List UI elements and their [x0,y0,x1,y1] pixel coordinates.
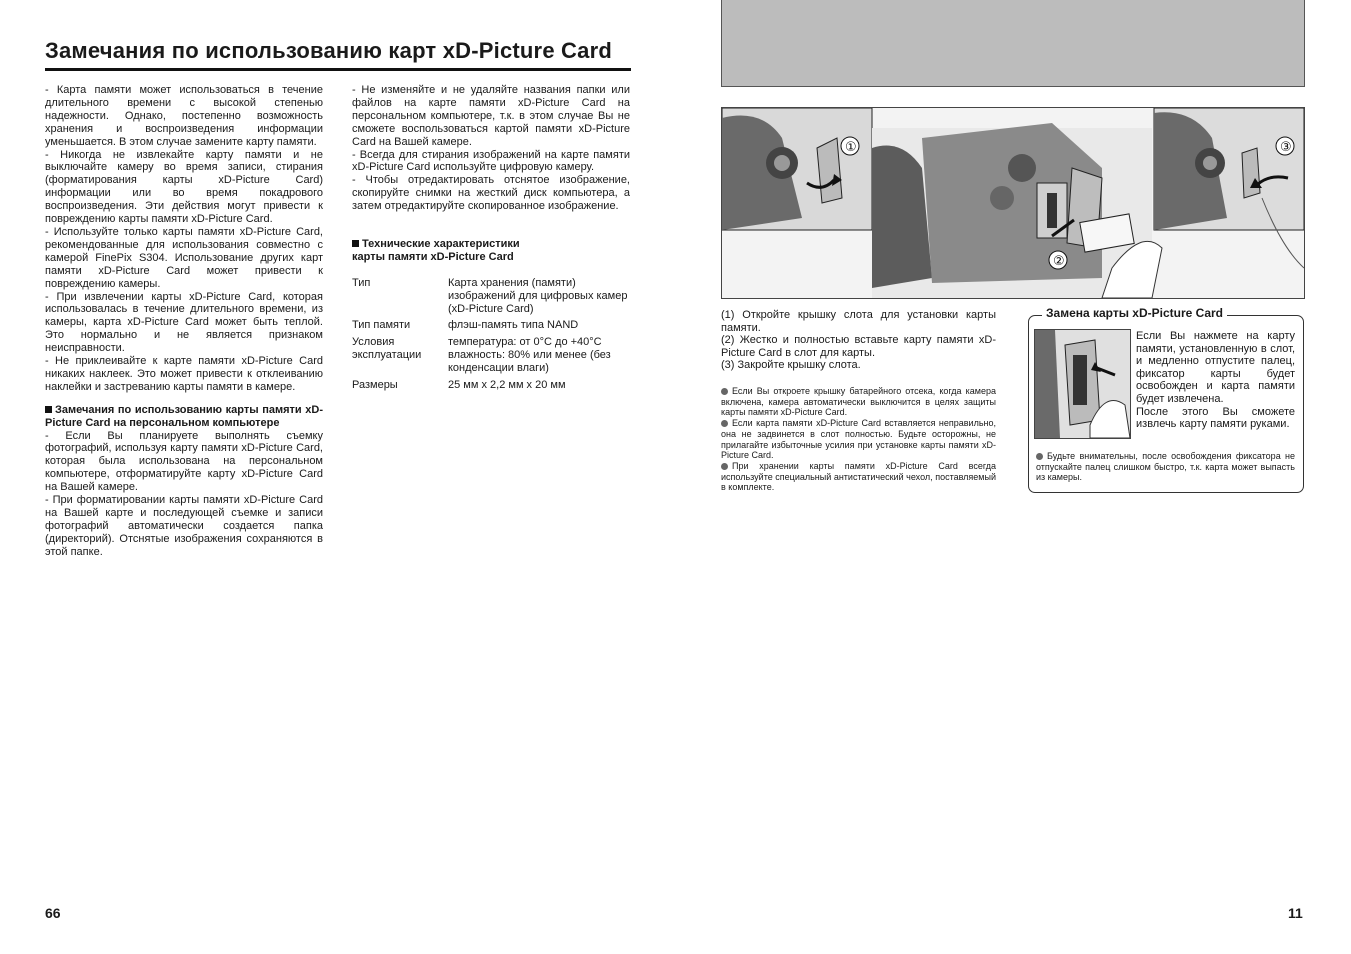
pencil-note-icon [721,420,728,427]
page-number-right: 11 [1288,905,1303,921]
paragraph: - Не приклеивайте к карте памяти xD-Picture Card никаких наклеек. Это может привести к отклеиванию наклейки и застреванию карты памяти в камере. [45,355,323,393]
left-column [45,84,323,559]
paragraph: - Если Вы планируете выполнять съемку фотографий, используя карту памяти xD-Picture Card, которая была использована на персональном компьютере, отформатируйте карту xD-Picture Card на Вашей камере. [45,429,323,494]
steps-list [721,309,996,372]
marker-3: ③ [1280,140,1292,155]
spec-value: 25 мм x 2,2 мм x 20 мм [448,379,566,391]
card-eject-icon [1035,330,1130,438]
paragraph: После этого Вы сможете извлечь карту памяти руками. [1136,405,1295,431]
paragraph: Если Вы нажмете на карту памяти, установленную в слот, и медленно отпустите палец, фиксатор карты будет освобожден и карта памяти будет извлечена. [1136,330,1295,405]
step: (3) Закройте крышку слота. [721,359,861,372]
spec-value: флэш-память типа NAND [448,319,579,331]
replace-card-illustration [1034,329,1131,439]
title-underline [45,68,631,71]
note: Если Вы откроете крышку батарейного отсека, когда камера включена, камера автоматически выключится в целях защиты карты памяти xD-Picture Card. [721,386,996,418]
header-gray-box [721,0,1305,87]
specs-table [352,277,632,397]
replace-card-text [1136,330,1295,431]
note: Если карта памяти xD-Picture Card вставляется неправильно, она не задвинется в слот полностью. Будьте осторожны, не прилагайте избыточные усилия при установке карты памяти xD-Picture Card. [721,418,996,461]
paragraph: - При форматировании карты памяти xD-Picture Card на Вашей карте и последующей съемке и записи фотографий автоматически создается папка (директорий). Отснятые изображения сохраняются в этой папке. [45,494,323,558]
camera-card-insertion-icon [722,108,1304,298]
note: При хранении карты памяти xD-Picture Card всегда используйте специальный антистатический чехол, поставляемый в комплекте. [721,460,996,493]
square-bullet-icon [352,240,359,247]
middle-column [352,84,630,213]
marker-1: ① [845,140,857,155]
camera-illustration [721,107,1305,299]
paragraph: - Никогда не извлекайте карту памяти и не выключайте камеру во время записи, стирания (форматирования карты xD-Picture Card) информации или во время покадрового воспроизведения. Эти действия могут привести к повреждению карты памяти xD-Picture Card. [45,148,323,226]
paragraph: - Чтобы отредактировать отснятое изображение, скопируйте снимки на жесткий диск компьютера, а затем отредактируйте скопированное изображение. [352,174,630,213]
paragraph: - При извлечении карты xD-Picture Card, которая использовалась в течение длительного времени, из камеры, карта xD-Picture Card может быть теплой. Это нормально и не является признаком неисправности. [45,290,323,355]
paragraph: - Не изменяйте и не удаляйте названия папки или файлов на карте памяти xD-Picture Card на персональном компьютере, т.к. в этом случае Вы не сможете воспользоваться картой памяти xD-Picture Card на Вашей камере. [352,84,630,148]
step: (2) Жестко и полностью вставьте карту памяти xD-Picture Card в слот для карты. [721,334,996,359]
specs-heading: Технические характеристики карты памяти xD-Picture Card [352,238,520,263]
pencil-note-icon [721,388,728,395]
replace-card-title: Замена карты xD-Picture Card [1042,306,1227,320]
pencil-note-icon [721,463,728,470]
paragraph: - Используйте только карты памяти xD-Picture Card, рекомендованные для использования совместно с камерой FinePix S304. Использование других карт памяти xD-Picture Card может привести к повреждению камеры. [45,225,323,290]
pc-section-heading: Замечания по использованию карты памяти xD-Picture Card на персональном компьютере [45,403,323,429]
marker-2: ② [1053,254,1065,269]
pencil-note-icon [1036,453,1043,460]
spec-key: Тип памяти [352,319,411,331]
page-title: Замечания по использованию карт xD-Picture Card [45,38,612,63]
step: (1) Откройте крышку слота для установки карты памяти. [721,309,996,334]
spec-value: Карта хранения (памяти) изображений для цифровых камер (xD-Picture Card) [448,277,628,315]
square-bullet-icon [45,406,52,413]
spec-key: Тип [352,277,371,289]
notes-list [721,386,996,493]
page-number-left: 66 [45,905,61,921]
paragraph: - Всегда для стирания изображений на карте памяти xD-Picture Card используйте цифровую камеру. [352,148,630,174]
spec-key: Условия эксплуатации [352,336,422,361]
spec-value: температура: от 0°C до +40°C влажность: 80% или менее (без конденсации влаги) [448,336,611,374]
replace-card-note: Будьте внимательны, после освобождения фиксатора не отпускайте палец слишком быстро, т.к. карта может выпасть из камеры. [1036,451,1295,483]
spec-key: Размеры [352,379,398,391]
paragraph: - Карта памяти может использоваться в течение длительного времени с высокой степенью надежности. Однако, постепенно возможность хранения и воспроизведения информации уменьшается. В этом случае замените карту памяти. [45,84,323,148]
